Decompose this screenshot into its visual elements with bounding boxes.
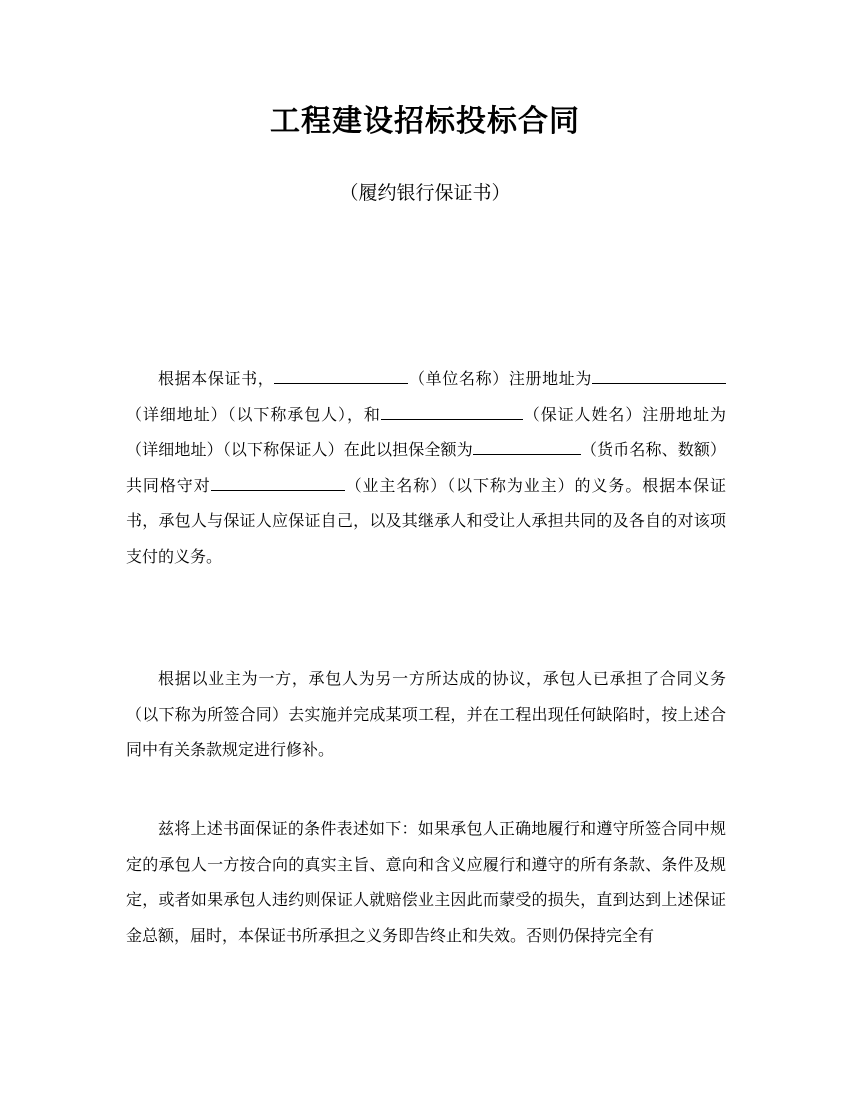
blank-unit-name xyxy=(274,365,408,384)
paragraph-text: 根据本保证书， xyxy=(158,369,275,388)
document-subtitle: （履约银行保证书） xyxy=(339,182,511,204)
paragraph-text: （保证人姓名）注册地址为（详细地址）（以下称保证人）在此以担保全额为 xyxy=(126,404,726,460)
paragraph-text: （详细地址）（以下称承包人），和 xyxy=(126,404,381,424)
paragraph-guarantee-conditions: 兹将上述书面保证的条件表述如下：如果承包人正确地履行和遵守所签合同中规定的承包人一方按合向的真实主旨、意向和含义应履行和遵守的所有条款、条件及规定，或者如果承包人违约则保证人就赔偿业主因此而蒙受的损失，直到达到上述保证金总额，届时，本保证书所承担之义务即告终止和失效。否则仍保持完全有 xyxy=(126,819,726,945)
blank-guarantor-name xyxy=(381,401,523,420)
paragraph-text: （货币名称、数额）共同格守对 xyxy=(126,440,726,495)
document-title: 工程建设招标投标合同 xyxy=(270,104,580,139)
paragraph-text: （业主名称）（以下称为业主）的义务。根据本保证书，承包人与保证人应保证自己，以及其继承人和受让人承担共同的及各自的对该项支付的义务。 xyxy=(126,475,726,566)
blank-registered-address xyxy=(592,365,726,384)
blank-owner-name xyxy=(211,472,345,491)
paragraph-text: （单位名称）注册地址为 xyxy=(408,369,592,388)
paragraph-contract-obligation: 根据以业主为一方，承包人为另一方所达成的协议，承包人已承担了合同义务（以下称为所签合同）去实施并完成某项工程，并在工程出现任何缺陷时，按上述合同中有关条款规定进行修补。 xyxy=(126,669,726,760)
blank-guarantee-amount xyxy=(473,436,581,455)
paragraph-guarantee-parties xyxy=(126,361,726,575)
